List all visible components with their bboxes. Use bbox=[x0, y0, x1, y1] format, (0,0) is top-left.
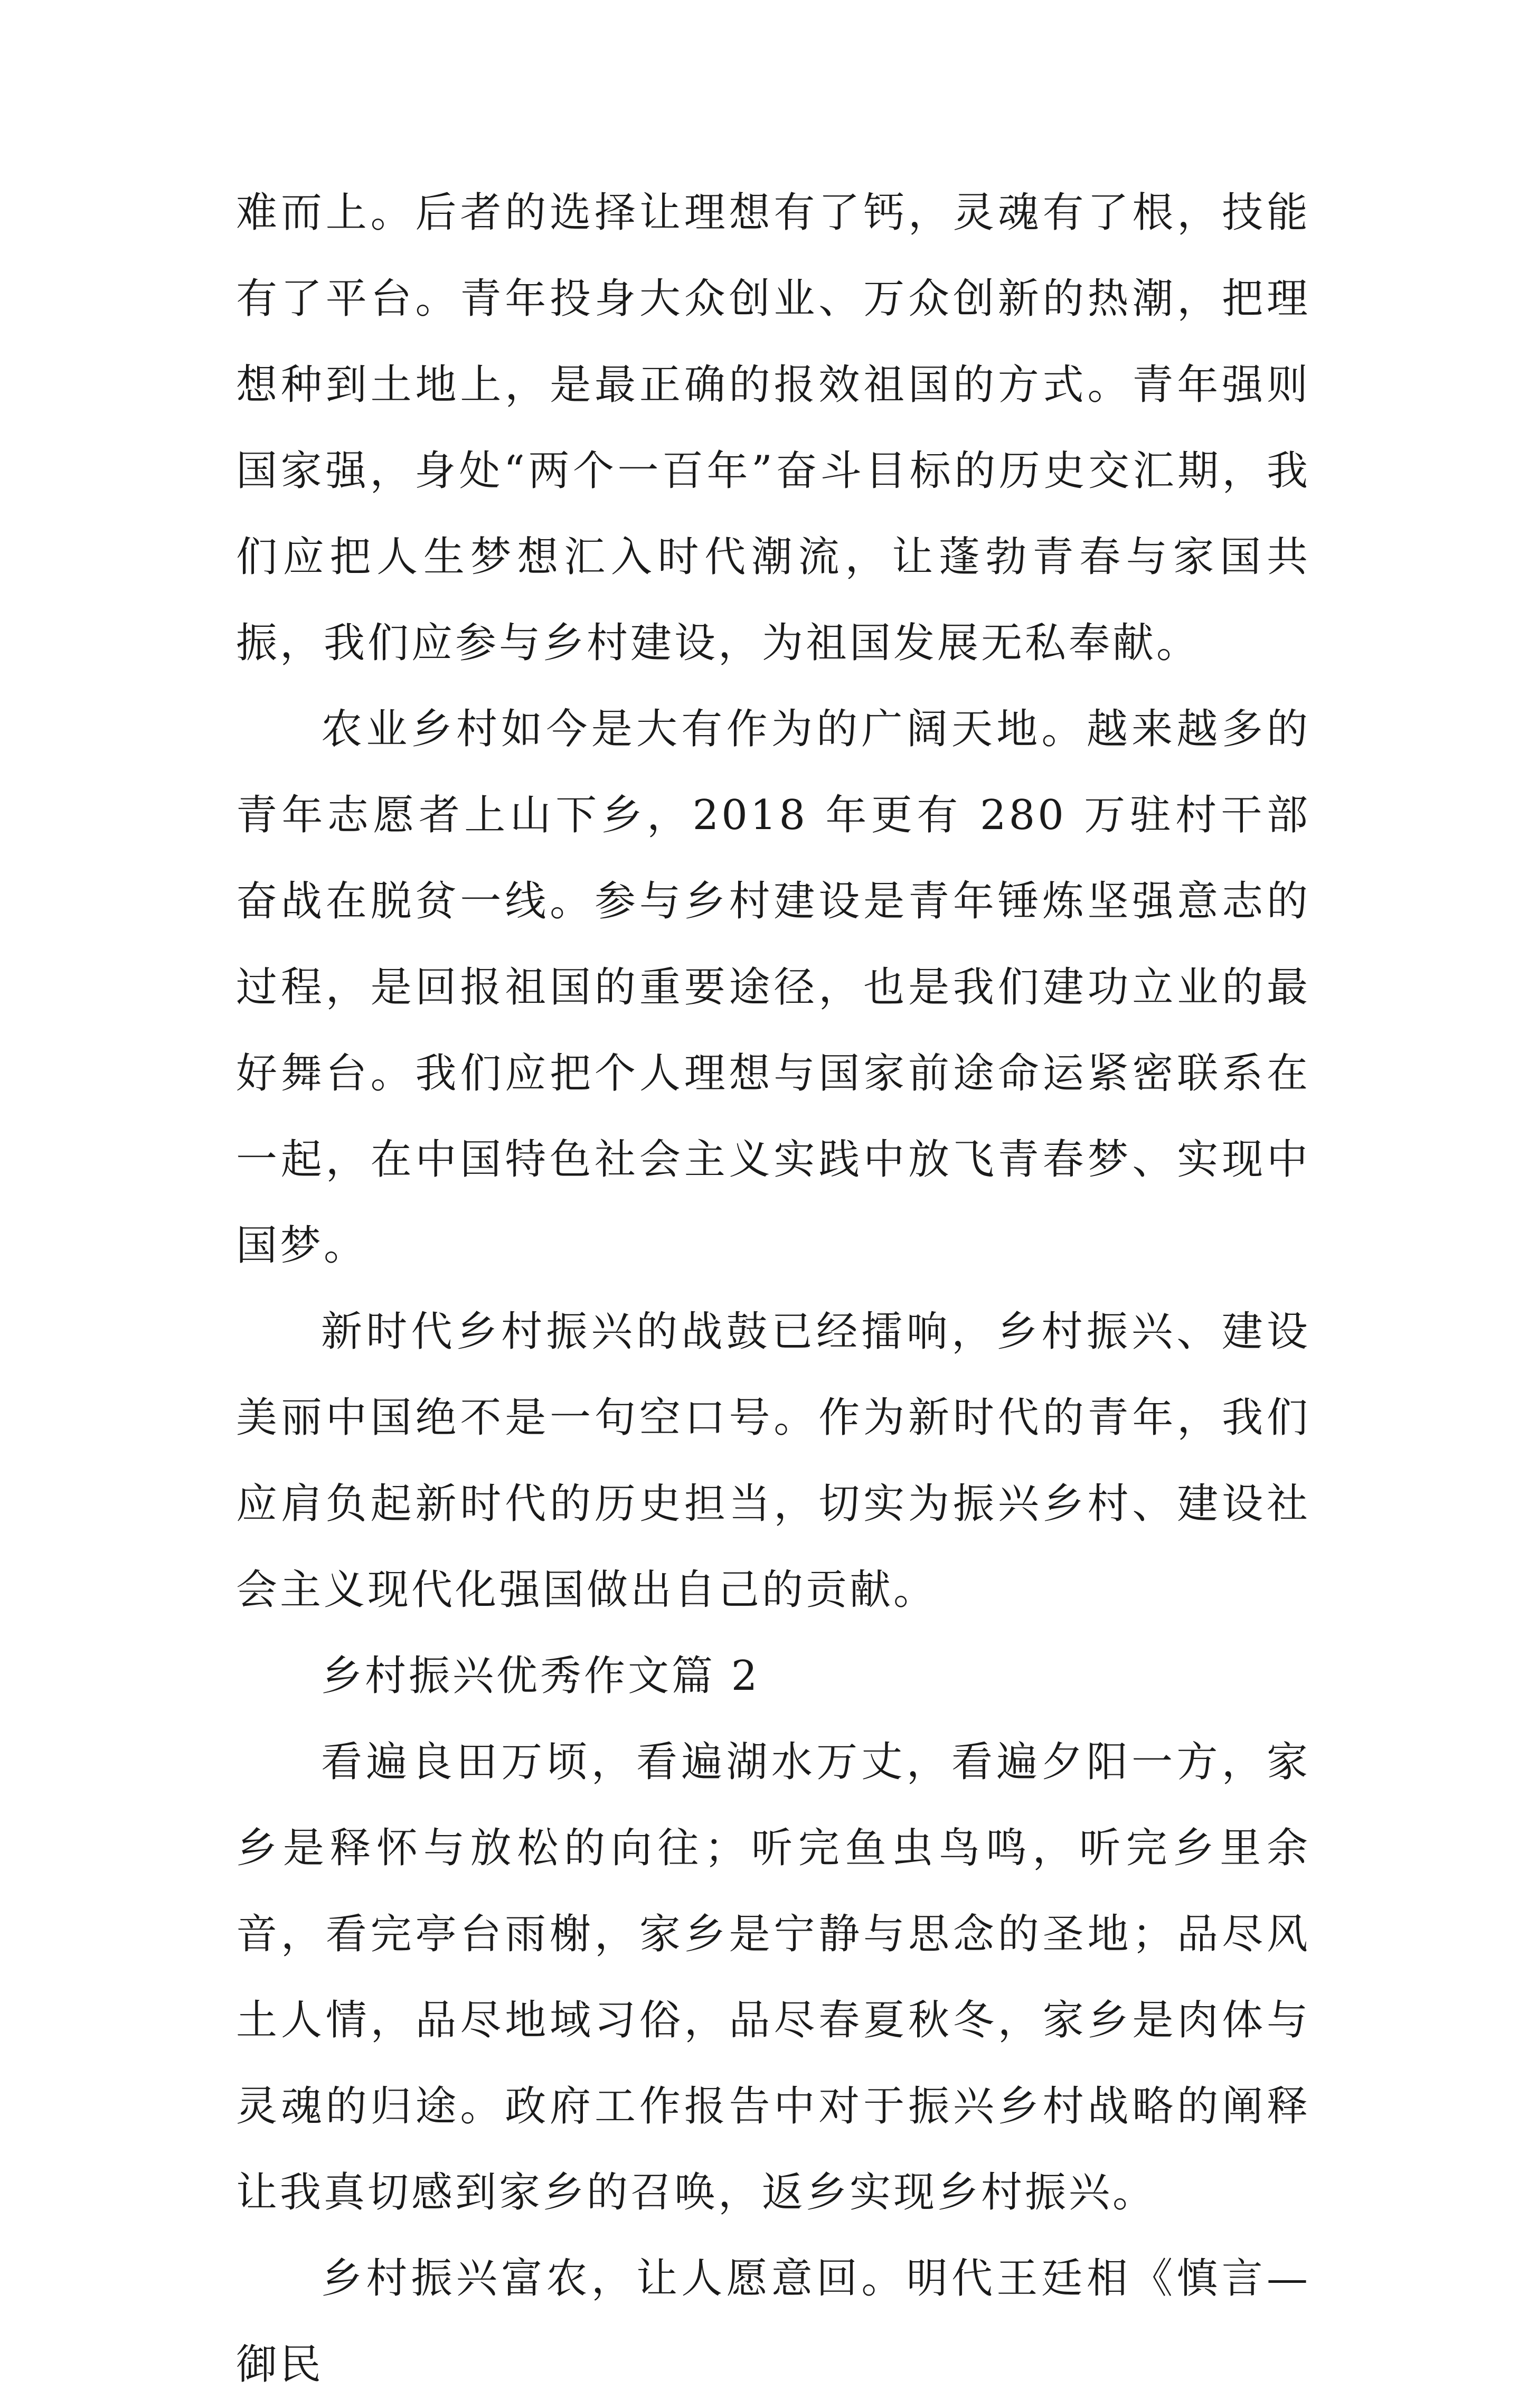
body-paragraph: 难而上。后者的选择让理想有了钙，灵魂有了根，技能有了平台。青年投身大众创业、万众创新的热潮，把理想种到土地上，是最正确的报效祖国的方式。青年强则国家强，身处“两个一百年”奋斗目标的历史交汇期，我们应把人生梦想汇入时代潮流，让蓬勃青春与家国共振，我们应参与乡村建设，为祖国发展无私奉献。 bbox=[236, 189, 1310, 667]
body-paragraph: 看遍良田万顷，看遍湖水万丈，看遍夕阳一方，家乡是释怀与放松的向往；听完鱼虫鸟鸣，听完乡里余音，看完亭台雨榭，家乡是宁静与思念的圣地；品尽风土人情，品尽地域习俗，品尽春夏秋冬，家乡是肉体与灵魂的归途。政府工作报告中对于振兴乡村战略的阐释让我真切感到家乡的召唤，返乡实现乡村振兴。 bbox=[236, 1738, 1310, 2216]
body-paragraph: 农业乡村如今是大有作为的广阔天地。越来越多的青年志愿者上山下乡，2018 年更有 280 万驻村干部奋战在脱贫一线。参与乡村建设是青年锤炼坚强意志的过程，是回报祖国的重要途径，也是我们建功立业的最好舞台。我们应把个人理想与国家前途命运紧密联系在一起，在中国特色社会主义实践中放飞青春梦、实现中国梦。 bbox=[236, 706, 1310, 1269]
body-paragraph: 新时代乡村振兴的战鼓已经擂响，乡村振兴、建设美丽中国绝不是一句空口号。作为新时代的青年，我们应肩负起新时代的历史担当，切实为振兴乡村、建设社会主义现代化强国做出自己的贡献。 bbox=[236, 1308, 1310, 1614]
document-page bbox=[236, 170, 1310, 2408]
section-title: 乡村振兴优秀作文篇 2 bbox=[321, 1652, 760, 1700]
body-paragraph: 乡村振兴富农，让人愿意回。明代王廷相《慎言—御民 bbox=[236, 2255, 1310, 2388]
